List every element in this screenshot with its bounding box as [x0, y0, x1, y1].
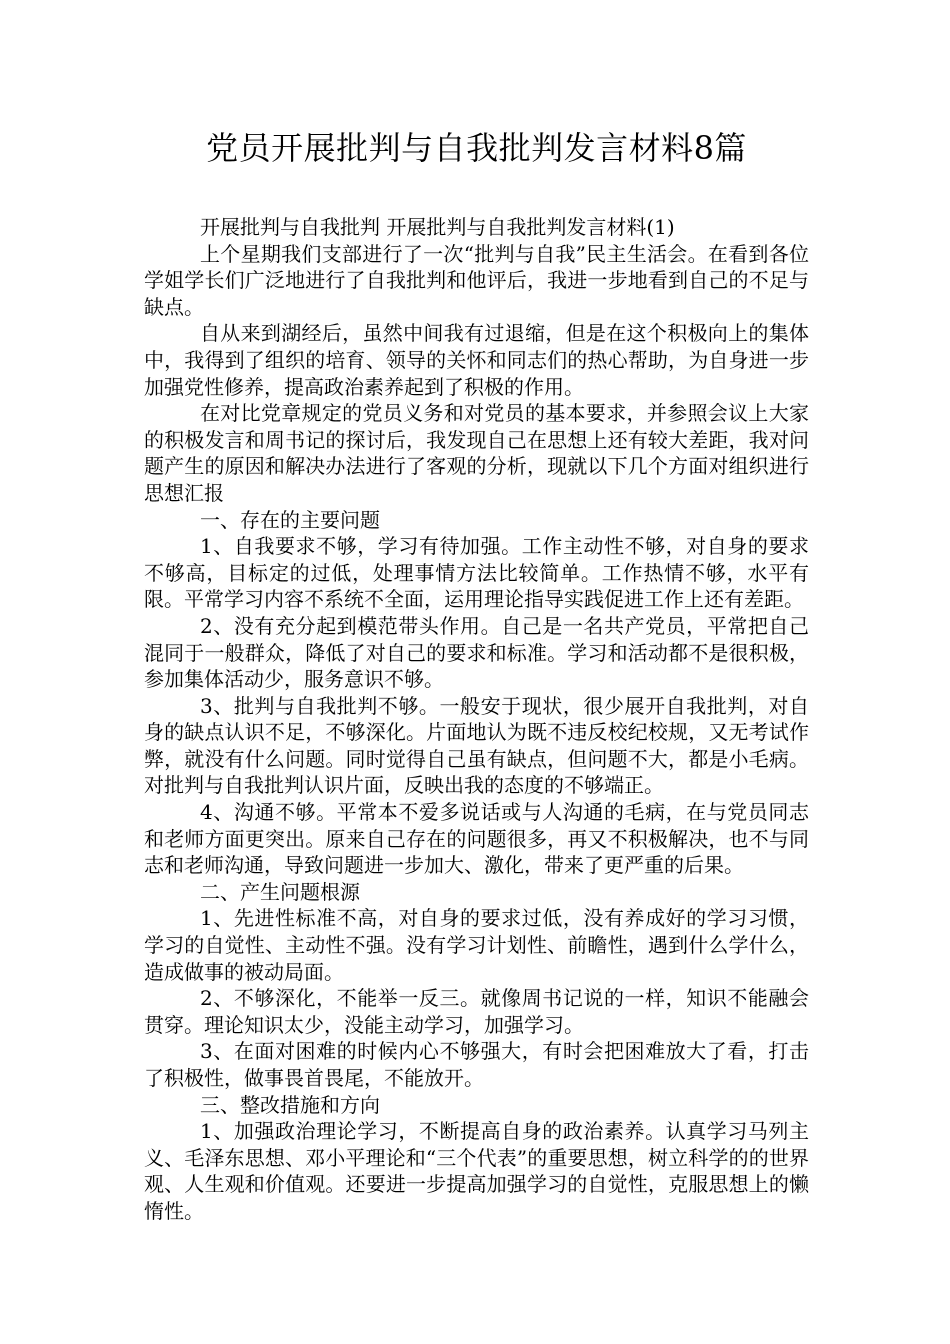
paragraph: 上个星期我们支部进行了一次“批判与自我”民主生活会。在看到各位学姐学长们广泛地进行了自我批判和他评后，我进一步地看到自己的不足与缺点。 [144, 241, 809, 319]
document-body [144, 214, 809, 1225]
paragraph: 2、不够深化，不能举一反三。就像周书记说的一样，知识不能融会贯穿。理论知识太少，没能主动学习，加强学习。 [144, 986, 809, 1037]
paragraph: 3、批判与自我批判不够。一般安于现状，很少展开自我批判，对自身的缺点认识不足，不够深化。片面地认为既不违反校纪校规，又无考试作弊，就没有什么问题。同时觉得自己虽有缺点，但问题不大，都是小毛病。对批判与自我批判认识片面，反映出我的态度的不够端正。 [144, 693, 809, 798]
paragraph: 1、先进性标准不高，对自身的要求过低，没有养成好的学习习惯，学习的自觉性、主动性不强。没有学习计划性、前瞻性，遇到什么学什么，造成做事的被动局面。 [144, 906, 809, 984]
paragraph: 1、加强政治理论学习，不断提高自身的政治素养。认真学习马列主义、毛泽东思想、邓小平理论和“三个代表”的重要思想，树立科学的的世界观、人生观和价值观。还要进一步提高加强学习的自觉性，克服思想上的懒惰性。 [144, 1119, 809, 1223]
document-page [144, 126, 809, 1225]
paragraph: 自从来到湖经后，虽然中间我有过退缩，但是在这个积极向上的集体中，我得到了组织的培育、领导的关怀和同志们的热心帮助，为自身进一步加强党性修养，提高政治素养起到了积极的作用。 [144, 321, 809, 399]
section-heading: 三、整改措施和方向 [200, 1092, 380, 1117]
document-title: 党员开展批判与自我批判发言材料8篇 [206, 129, 747, 167]
paragraph: 在对比党章规定的党员义务和对党员的基本要求，并参照会议上大家的积极发言和周书记的探讨后，我发现自己在思想上还有较大差距，我对问题产生的原因和解决办法进行了客观的分析，现就以下几个方面对组织进行思想汇报 [144, 401, 809, 505]
section-heading: 二、产生问题根源 [200, 879, 360, 904]
section-heading: 一、存在的主要问题 [200, 507, 380, 532]
paragraph: 开展批判与自我批判 开展批判与自我批判发言材料(1) [200, 215, 675, 239]
paragraph: 1、自我要求不够，学习有待加强。工作主动性不够，对自身的要求不够高，目标定的过低，处理事情方法比较简单。工作热情不够，水平有限。平常学习内容不系统不全面，运用理论指导实践促进工作上还有差距。 [144, 534, 809, 612]
paragraph: 4、沟通不够。平常本不爱多说话或与人沟通的毛病，在与党员同志和老师方面更突出。原来自己存在的问题很多，再又不积极解决，也不与同志和老师沟通，导致问题进一步加大、激化，带来了更严重的后果。 [144, 800, 809, 878]
paragraph: 2、没有充分起到模范带头作用。自己是一名共产党员，平常把自己混同于一般群众，降低了对自己的要求和标准。学习和活动都不是很积极，参加集体活动少，服务意识不够。 [144, 613, 809, 692]
paragraph: 3、在面对困难的时候内心不够强大，有时会把困难放大了看，打击了积极性，做事畏首畏尾，不能放开。 [144, 1039, 809, 1090]
